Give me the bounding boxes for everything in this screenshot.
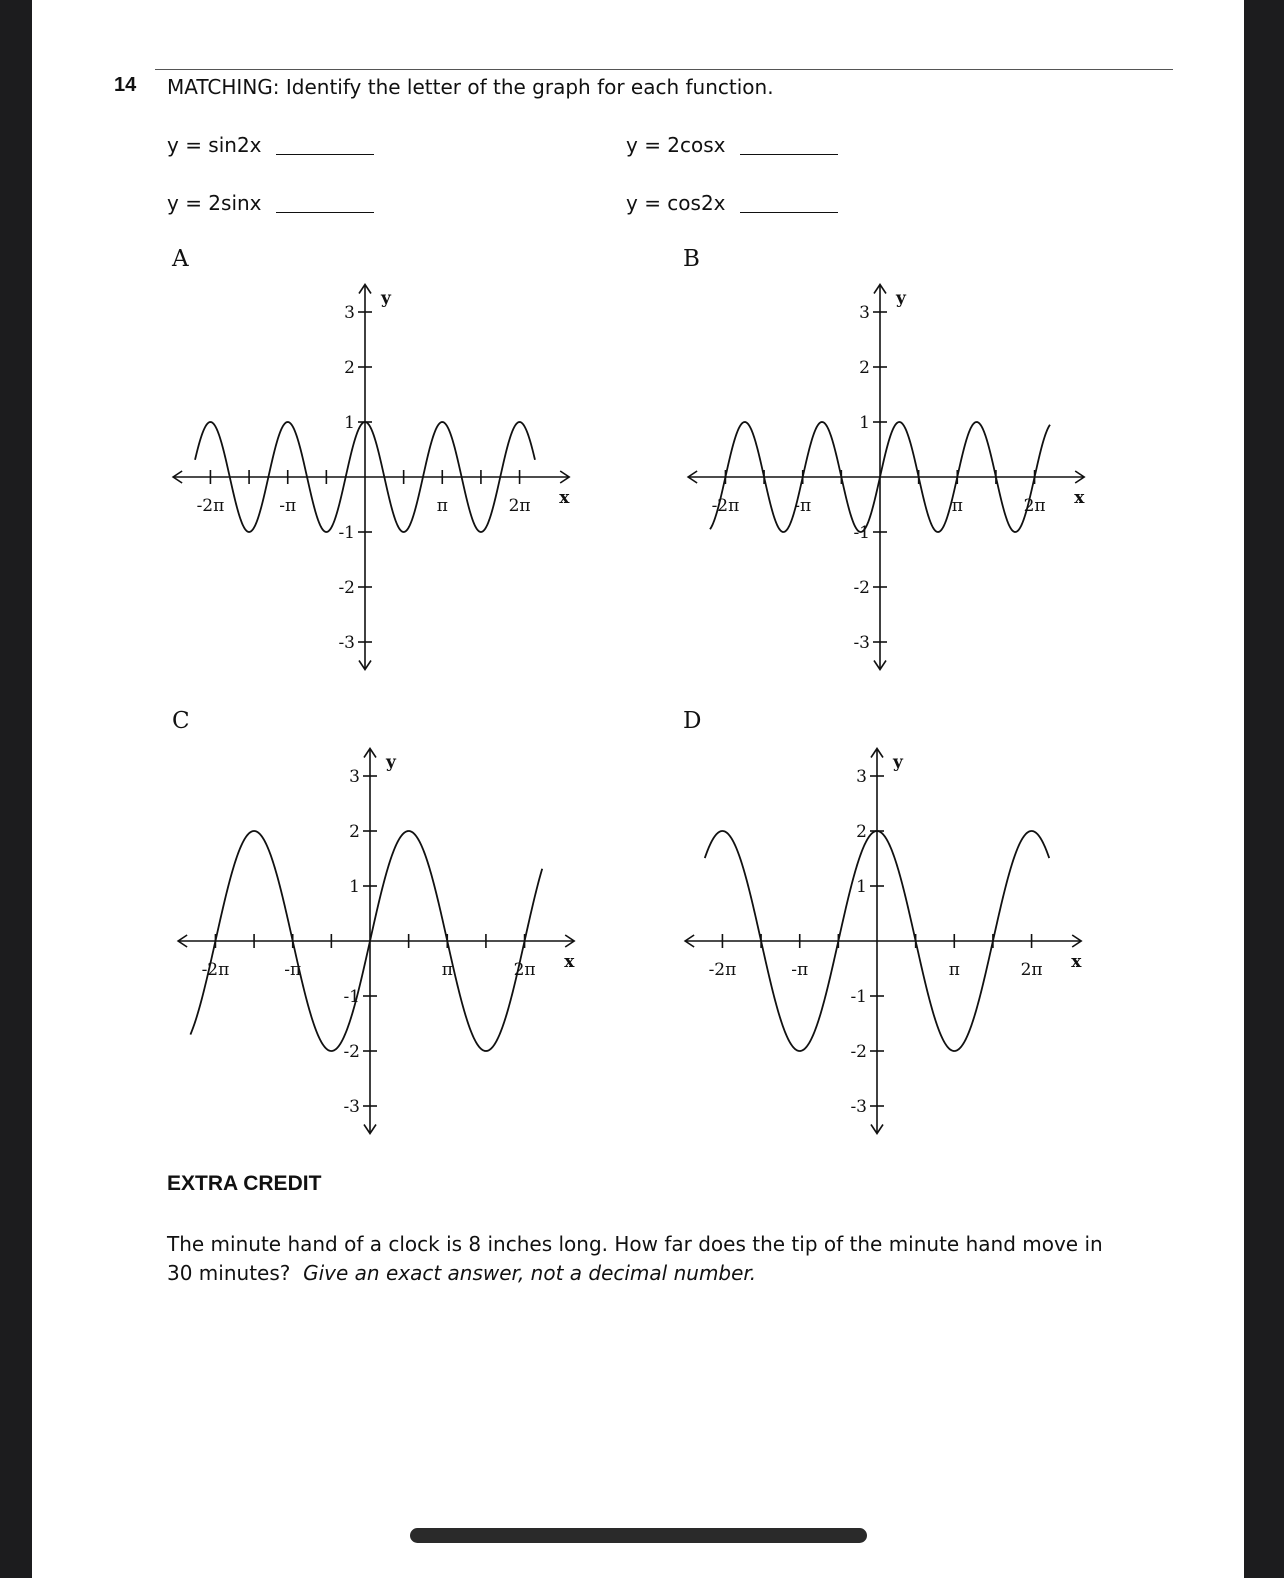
graph-b [675,272,1095,682]
x-tick-label: π [436,496,448,516]
x-tick-label: -2π [711,496,740,516]
answer-blank[interactable] [276,154,374,155]
answer-blank[interactable] [740,212,838,213]
y-tick-label: -3 [338,633,355,653]
x-tick-label: π [948,960,960,980]
function-item [167,191,374,215]
y-tick-label: -3 [850,1097,867,1117]
question-number: 14 [114,74,137,96]
x-tick-label: -2π [201,960,230,980]
x-axis-label: x [1074,488,1085,508]
x-tick-label: -π [791,960,809,980]
y-tick-label: -3 [853,633,870,653]
y-tick-label: 2 [344,358,355,378]
y-tick-label: -1 [850,987,867,1007]
function-item [167,133,374,157]
y-tick-label: 2 [859,358,870,378]
y-tick-label: 1 [856,877,867,897]
x-tick-label: π [951,496,963,516]
x-tick-label: 2π [513,960,536,980]
y-tick-label: 2 [349,822,360,842]
y-tick-label: -1 [853,523,870,543]
x-tick-label: 2π [508,496,531,516]
function-item [626,191,838,215]
graph-letter-a: A [172,246,189,272]
function-label: y = sin2x [167,133,262,157]
graph-letter-b: B [683,246,700,272]
graph-letter-d: D [683,708,702,734]
extra-credit-heading: EXTRA CREDIT [167,1172,322,1195]
extra-credit-text: The minute hand of a clock is 8 inches long. How far does the tip of the minute hand move in 30 minutes? [167,1232,1103,1285]
x-tick-label: 2π [1023,496,1046,516]
graph-d [672,736,1092,1146]
header-rule [155,69,1173,70]
x-axis-label: x [1071,952,1082,972]
x-tick-label: -π [284,960,302,980]
function-label: y = cos2x [626,191,726,215]
y-tick-label: -3 [343,1097,360,1117]
x-tick-label: -2π [196,496,225,516]
x-axis-label: x [564,952,575,972]
y-tick-label: 3 [344,303,355,323]
x-tick-label: -π [279,496,297,516]
y-tick-label: 2 [856,822,867,842]
x-tick-label: 2π [1020,960,1043,980]
y-tick-label: -2 [853,578,870,598]
y-axis-label: y [386,752,396,773]
y-tick-label: 1 [344,413,355,433]
y-tick-label: 1 [349,877,360,897]
answer-blank[interactable] [276,212,374,213]
extra-credit-question [167,1230,1127,1288]
home-indicator[interactable] [410,1528,867,1543]
function-item [626,133,838,157]
y-tick-label: -1 [338,523,355,543]
graph-letter-c: C [172,708,190,734]
x-tick-label: -π [794,496,812,516]
y-axis-label: y [896,288,906,309]
y-tick-label: -2 [850,1042,867,1062]
y-tick-label: -2 [343,1042,360,1062]
y-tick-label: 1 [859,413,870,433]
function-label: y = 2sinx [167,191,262,215]
answer-blank[interactable] [740,154,838,155]
function-label: y = 2cosx [626,133,726,157]
y-axis-label: y [381,288,391,309]
y-tick-label: 3 [859,303,870,323]
y-tick-label: -2 [338,578,355,598]
y-tick-label: 3 [349,767,360,787]
y-axis-label: y [893,752,903,773]
extra-credit-instruction: Give an exact answer, not a decimal number. [303,1261,757,1285]
x-axis-label: x [559,488,570,508]
y-tick-label: -1 [343,987,360,1007]
graph-c [165,736,585,1146]
x-tick-label: π [441,960,453,980]
y-tick-label: 3 [856,767,867,787]
x-tick-label: -2π [708,960,737,980]
graph-a [160,272,580,682]
question-prompt: MATCHING: Identify the letter of the graph for each function. [167,75,774,99]
